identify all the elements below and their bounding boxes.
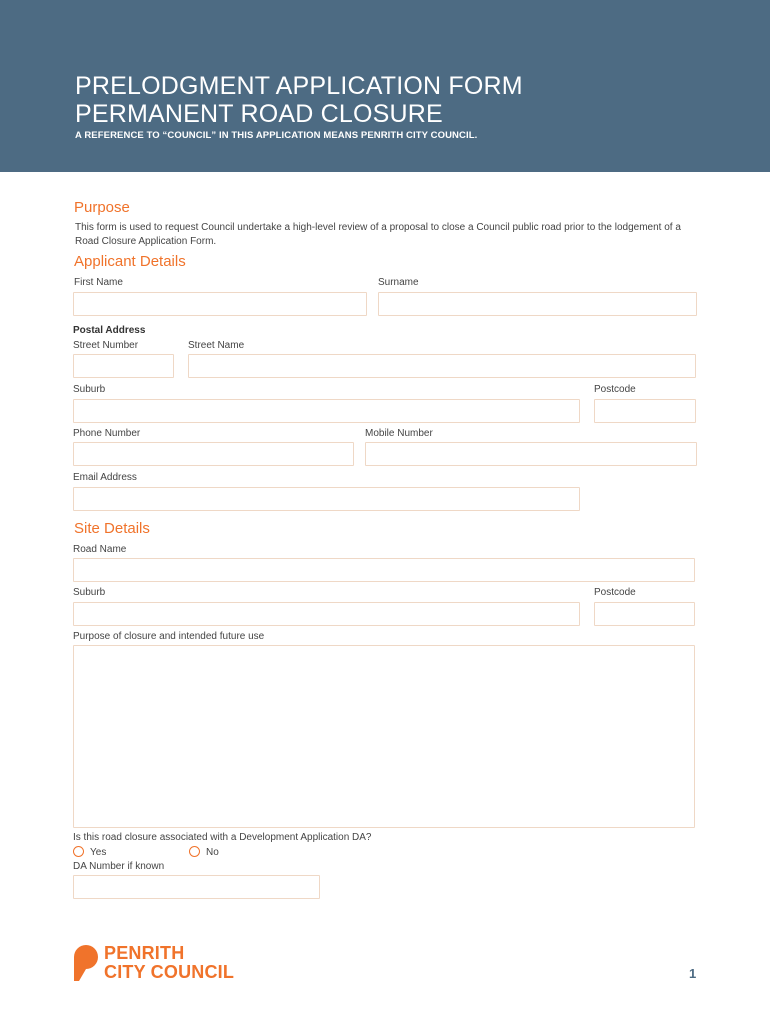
da-number-label: DA Number if known	[73, 861, 165, 872]
no-radio-label: No	[206, 847, 219, 858]
da-number-field[interactable]	[73, 875, 320, 899]
applicant-suburb-field[interactable]	[73, 399, 580, 423]
logo-text-line-1: PENRITH	[104, 943, 185, 963]
penrith-logo-icon	[73, 944, 99, 982]
phone-number-field[interactable]	[73, 442, 354, 466]
purpose-of-closure-textarea[interactable]	[73, 645, 695, 828]
street-name-field[interactable]	[188, 354, 696, 378]
site-details-heading: Site Details	[74, 520, 150, 537]
applicant-postcode-label: Postcode	[594, 384, 636, 395]
email-address-field[interactable]	[73, 487, 580, 511]
title-line-1: PRELODGMENT APPLICATION FORM	[75, 72, 523, 100]
surname-label: Surname	[378, 277, 419, 288]
street-number-field[interactable]	[73, 354, 174, 378]
no-radio[interactable]	[189, 846, 200, 857]
da-question-label: Is this road closure associated with a Development Application DA?	[73, 832, 372, 843]
first-name-field[interactable]	[73, 292, 367, 316]
header-banner	[0, 0, 770, 172]
site-postcode-label: Postcode	[594, 587, 636, 598]
applicant-suburb-label: Suburb	[73, 384, 106, 395]
yes-radio[interactable]	[73, 846, 84, 857]
first-name-label: First Name	[74, 277, 123, 288]
road-name-field[interactable]	[73, 558, 695, 582]
purpose-heading: Purpose	[74, 199, 130, 216]
applicant-postcode-field[interactable]	[594, 399, 696, 423]
street-name-label: Street Name	[188, 340, 245, 351]
email-address-label: Email Address	[73, 472, 137, 483]
road-name-label: Road Name	[73, 544, 127, 555]
applicant-details-heading: Applicant Details	[74, 253, 186, 270]
site-postcode-field[interactable]	[594, 602, 695, 626]
logo-text-line-2: CITY COUNCIL	[104, 962, 235, 982]
site-suburb-label: Suburb	[73, 587, 106, 598]
purpose-text: This form is used to request Council undertake a high-level review of a proposal to close a Council public road prior to the lodgement of a Road Closure Application Form.	[75, 222, 681, 247]
surname-field[interactable]	[378, 292, 697, 316]
mobile-number-label: Mobile Number	[365, 428, 433, 439]
street-number-label: Street Number	[73, 340, 139, 351]
yes-radio-label: Yes	[90, 847, 107, 858]
purpose-of-closure-label: Purpose of closure and intended future use	[73, 631, 265, 642]
page-title	[75, 72, 523, 128]
postal-address-label: Postal Address	[73, 325, 146, 336]
page-subtitle: A REFERENCE TO “COUNCIL” IN THIS APPLICATION MEANS PENRITH CITY COUNCIL.	[75, 130, 478, 141]
page-number: 1	[689, 966, 697, 981]
mobile-number-field[interactable]	[365, 442, 697, 466]
site-suburb-field[interactable]	[73, 602, 580, 626]
phone-number-label: Phone Number	[73, 428, 141, 439]
title-line-2: PERMANENT ROAD CLOSURE	[75, 100, 443, 128]
